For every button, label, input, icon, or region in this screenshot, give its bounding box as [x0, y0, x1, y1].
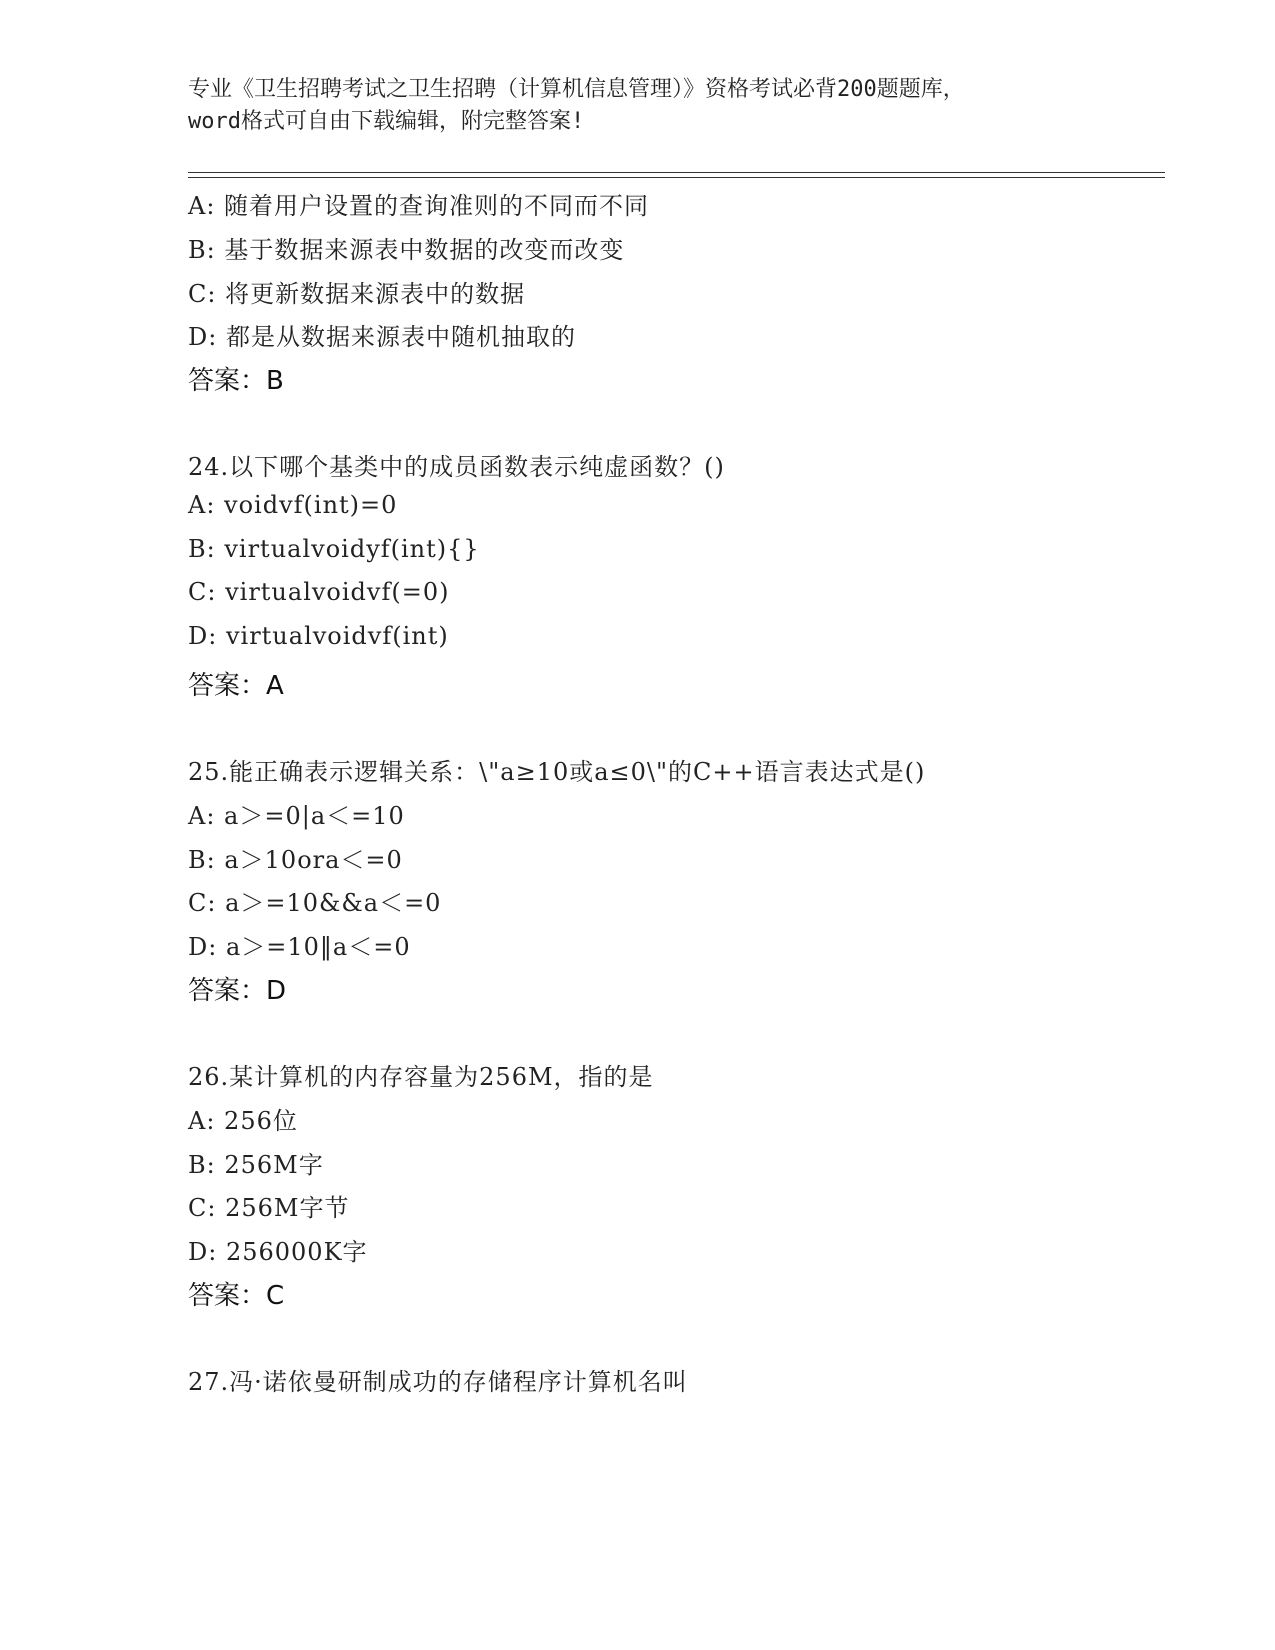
question-24: [188, 447, 1168, 747]
document-header: [188, 74, 1088, 138]
option-d: D: 都是从数据来源表中随机抽取的: [188, 323, 576, 351]
question-text: 24.以下哪个基类中的成员函数表示纯虚函数？(): [188, 453, 725, 481]
option-b: B: a＞10ora＜=0: [188, 846, 403, 874]
option-a: A: 256位: [188, 1107, 298, 1135]
question-text: 25.能正确表示逻辑关系：\"a≥10或a≤0\"的C++语言表达式是(): [188, 758, 926, 786]
question-25: [188, 752, 1168, 1052]
answer-text: 答案：D: [188, 976, 287, 1006]
option-d: D: 256000K字: [188, 1238, 368, 1266]
question-text: 27.冯·诺依曼研制成功的存储程序计算机名叫: [188, 1368, 688, 1396]
question-27: [188, 1362, 1168, 1422]
header-rule-bottom: [188, 177, 1165, 178]
question-text: 26.某计算机的内存容量为256M，指的是: [188, 1063, 654, 1091]
option-d: D: a＞=10‖a＜=0: [188, 933, 411, 961]
option-c: C: a＞=10&&a＜=0: [188, 889, 442, 917]
option-c: C: virtualvoidvf(=0): [188, 578, 450, 606]
answer-text: 答案：C: [188, 1281, 285, 1311]
header-rule-top: [188, 172, 1165, 173]
header-line-1: 专业《卫生招聘考试之卫生招聘（计算机信息管理）》资格考试必背200题题库，: [188, 77, 965, 102]
option-b: B: 基于数据来源表中数据的改变而改变: [188, 236, 625, 264]
option-b: B: 256M字: [188, 1151, 324, 1179]
option-a: A: 随着用户设置的查询准则的不同而不同: [188, 192, 650, 220]
option-d: D: virtualvoidvf(int): [188, 622, 449, 650]
option-a: A: voidvf(int)=0: [188, 491, 398, 519]
question-26: [188, 1057, 1168, 1357]
header-line-2: word格式可自由下载编辑，附完整答案!: [188, 109, 585, 134]
question-23: [188, 186, 1168, 486]
answer-text: 答案：A: [188, 671, 284, 701]
answer-text: 答案：B: [188, 366, 284, 396]
option-c: C: 256M字节: [188, 1194, 350, 1222]
option-a: A: a＞=0|a＜=10: [188, 802, 405, 830]
option-c: C: 将更新数据来源表中的数据: [188, 280, 526, 308]
option-b: B: virtualvoidyf(int){}: [188, 535, 480, 563]
